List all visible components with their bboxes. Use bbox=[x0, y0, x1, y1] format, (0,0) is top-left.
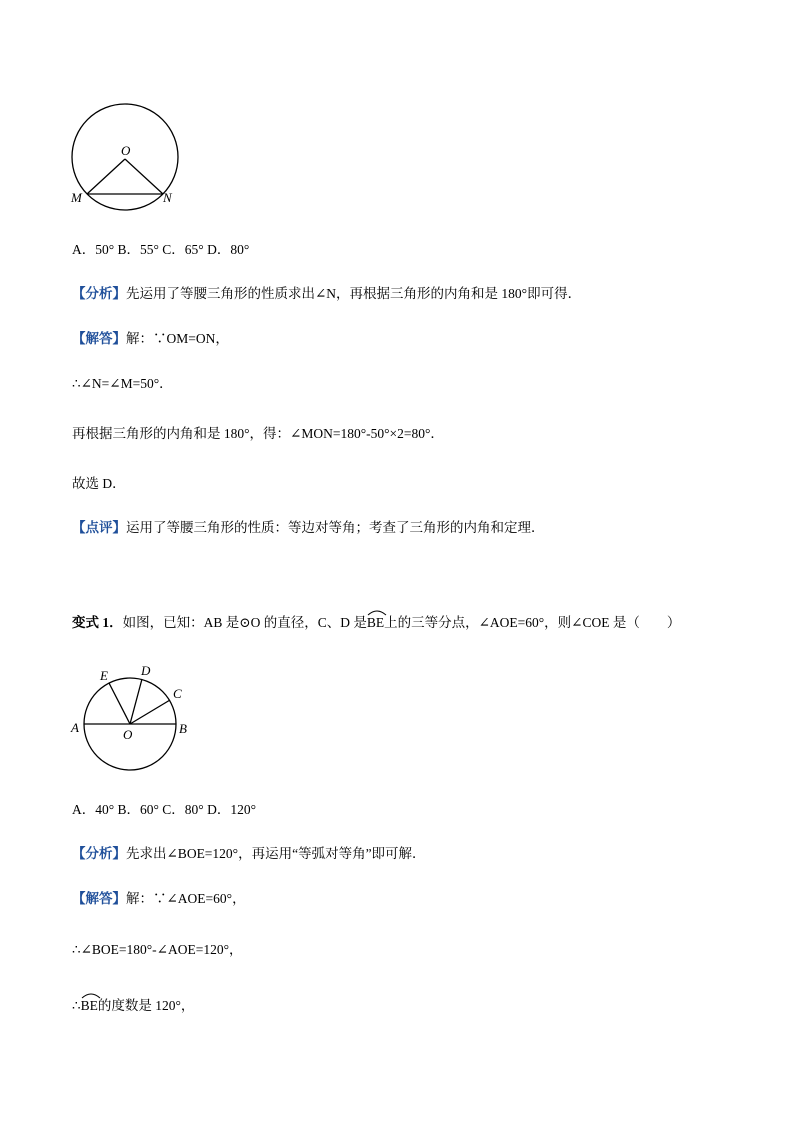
answer-text: 解：∵OM=ON， bbox=[126, 331, 229, 346]
therefore-symbol: ∴ bbox=[72, 998, 81, 1013]
comment-tag: 【点评】 bbox=[72, 520, 126, 535]
label-b: B bbox=[179, 721, 187, 736]
question-part1: 如图，已知：AB 是⊙O 的直径，C、D 是 bbox=[122, 615, 367, 630]
label-m: M bbox=[71, 190, 82, 205]
label-o2: O bbox=[123, 727, 133, 742]
options-line-1: A．50° B．55° C．65° D．80° bbox=[72, 242, 250, 257]
radius-oe bbox=[109, 683, 130, 724]
radius-om bbox=[87, 159, 125, 194]
options-line-2: A．40° B．60° C．80° D．120° bbox=[72, 802, 256, 817]
circle-abcde-figure bbox=[66, 660, 196, 778]
arc-be-text: BE bbox=[366, 615, 385, 630]
step-line-1: ∴∠N=∠M=50°． bbox=[72, 376, 173, 391]
analysis-line-1 bbox=[72, 285, 581, 303]
answer-text-2: 解：∵∠AOE=60°， bbox=[126, 891, 246, 906]
label-e: E bbox=[100, 668, 108, 683]
analysis-tag: 【分析】 bbox=[72, 286, 126, 301]
step-line-2-2 bbox=[72, 997, 194, 1015]
step-line-2-1: ∴∠BOE=180°-∠AOE=120°， bbox=[72, 942, 243, 957]
step-line-2: 再根据三角形的内角和是 180°，得：∠MON=180°-50°×2=80°． bbox=[72, 426, 444, 441]
answer-line-1 bbox=[72, 330, 229, 348]
analysis-text-2: 先求出∠BOE=120°，再运用“等弧对等角”即可解． bbox=[126, 846, 426, 861]
radius-on bbox=[125, 159, 163, 194]
question-line-2 bbox=[72, 614, 680, 632]
label-d: D bbox=[141, 663, 151, 678]
answer-tag-2: 【解答】 bbox=[72, 891, 126, 906]
step-line-3: 故选 D． bbox=[72, 476, 126, 491]
comment-line-1 bbox=[72, 519, 545, 537]
label-c: C bbox=[173, 686, 182, 701]
label-n: N bbox=[163, 190, 172, 205]
label-o: O bbox=[121, 143, 131, 158]
arc-be-text-2: BE bbox=[80, 998, 98, 1013]
arc-symbol-icon bbox=[367, 608, 387, 616]
answer-line-2 bbox=[72, 890, 246, 908]
label-a: A bbox=[71, 720, 79, 735]
analysis-line-2 bbox=[72, 845, 426, 863]
question-part2: 上的三等分点，∠AOE=60°，则∠COE 是（ ） bbox=[384, 615, 681, 630]
variant-title: 变式 1． bbox=[72, 615, 123, 630]
answer-tag: 【解答】 bbox=[72, 331, 126, 346]
analysis-tag-2: 【分析】 bbox=[72, 846, 126, 861]
analysis-text: 先运用了等腰三角形的性质求出∠N，再根据三角形的内角和是 180°即可得． bbox=[126, 286, 582, 301]
step2-suffix: 的度数是 120°， bbox=[97, 998, 195, 1013]
arc-be-notation bbox=[367, 614, 384, 632]
comment-text: 运用了等腰三角形的性质：等边对等角；考查了三角形的内角和定理． bbox=[126, 520, 545, 535]
arc-symbol-icon-2 bbox=[81, 991, 101, 999]
circle-omn-figure bbox=[64, 96, 194, 216]
arc-be-notation-2 bbox=[81, 997, 98, 1015]
